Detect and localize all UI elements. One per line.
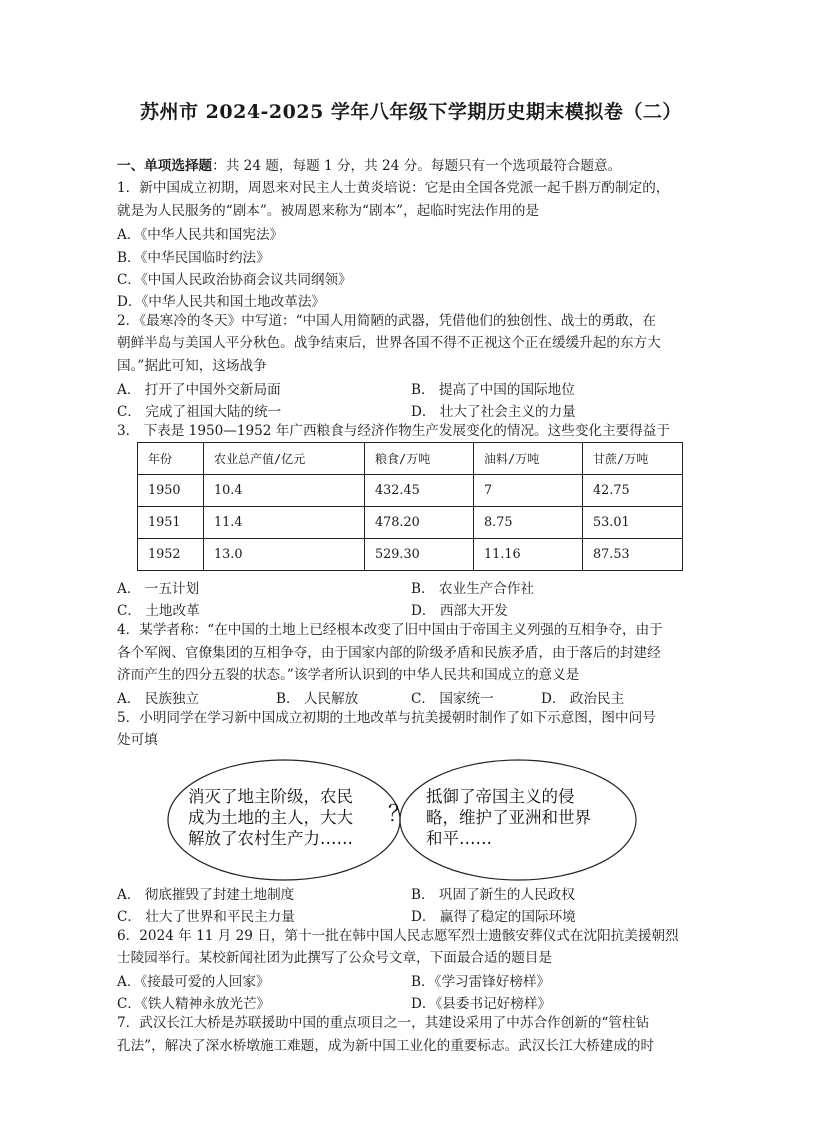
section-label: 一、单项选择题 xyxy=(117,158,213,174)
q1-option-a: A．《中华人民共和国宪法》 xyxy=(117,227,284,243)
table-header-cell: 农业总产值/亿元 xyxy=(204,443,365,475)
table-cell: 11.16 xyxy=(474,539,583,571)
q2-line-1: 2．《最寒冷的冬天》中写道：“中国人用简陋的武器，凭借他们的独创性、战士的勇敢，在 xyxy=(117,313,656,329)
q3-option-d: D． 西部大开发 xyxy=(411,603,508,619)
q7-line-1: 7．武汉长江大桥是苏联援助中国的重点项目之一，其建设采用了中苏合作创新的“管柱钻 xyxy=(117,1015,650,1031)
table-cell: 13.0 xyxy=(204,539,365,571)
table-cell: 10.4 xyxy=(204,475,365,507)
table-header-row xyxy=(138,443,683,475)
table-cell: 529.30 xyxy=(365,539,474,571)
q4-option-b: B． 人民解放 xyxy=(276,691,359,707)
q6-option-c: C．《铁人精神永放光芒》 xyxy=(117,996,271,1012)
table-cell: 1952 xyxy=(138,539,204,571)
q2-option-c: C． 完成了祖国大陆的统一 xyxy=(117,404,282,420)
page-title: 苏州市 2024-2025 学年八年级下学期历史期末模拟卷（二） xyxy=(140,101,682,123)
q1-option-b: B．《中华民国临时约法》 xyxy=(117,250,270,266)
q4-line-1: 4．某学者称：“在中国的土地上已经根本改变了旧中国由于帝国主义列强的互相争夺，由于 xyxy=(117,622,663,638)
table-header-cell: 粮食/万吨 xyxy=(365,443,474,475)
q6-option-a: A．《接最可爱的人回家》 xyxy=(117,974,270,990)
q1-line-2: 就是为人民服务的“剧本”。被周恩来称为“剧本”，起临时宪法作用的是 xyxy=(117,203,540,219)
q3-line: 3． 下表是 1950—1952 年广西粮食与经济作物生产发展变化的情况。这些变化主要得益于 xyxy=(117,423,670,439)
venn-right-text: 抵御了帝国主义的侵 略，维护了亚洲和世界 和平…… xyxy=(426,787,591,848)
table-cell: 1951 xyxy=(138,507,204,539)
q7-line-2: 孔法”，解决了深水桥墩施工难题，成为新中国工业化的重要标志。武汉长江大桥建成的时 xyxy=(117,1038,655,1054)
table-cell: 87.53 xyxy=(583,539,683,571)
q6-line-1: 6．2024 年 11 月 29 日，第十一批在韩中国人民志愿军烈士遗骸安葬仪式在沈阳抗美援朝烈 xyxy=(117,928,679,944)
q3-option-b: B． 农业生产合作社 xyxy=(411,581,535,597)
q6-option-b: B．《学习雷锋好榜样》 xyxy=(411,974,551,990)
q5-line-2: 处可填 xyxy=(117,732,158,748)
venn-diagram xyxy=(166,758,638,882)
q2-option-d: D． 壮大了社会主义的力量 xyxy=(411,404,576,420)
table-cell: 478.20 xyxy=(365,507,474,539)
q5-line-1: 5．小明同学在学习新中国成立初期的土地改革与抗美援朝时制作了如下示意图，图中问号 xyxy=(117,710,656,726)
q6-line-2: 士陵园举行。某校新闻社团为此撰写了公众号文章，下面最合适的题目是 xyxy=(117,950,552,966)
q5-option-d: D． 赢得了稳定的国际环境 xyxy=(411,909,576,925)
q3-option-a: A． 一五计划 xyxy=(117,581,200,597)
q3-option-c: C． 土地改革 xyxy=(117,603,200,619)
section-heading xyxy=(117,156,621,176)
table-cell: 53.01 xyxy=(583,507,683,539)
table-row xyxy=(138,507,683,539)
table-row xyxy=(138,475,683,507)
q4-line-2: 各个军阀、官僚集团的互相争夺，由于国家内部的阶级矛盾和民族矛盾，由于落后的封建经 xyxy=(117,645,661,661)
q6-option-d: D．《县委书记好榜样》 xyxy=(411,996,552,1012)
q2-line-2: 朝鲜半岛与美国人平分秋色。战争结束后，世界各国不得不正视这个正在缓缓升起的东方大 xyxy=(117,335,661,351)
q5-option-c: C． 壮大了世界和平民主力量 xyxy=(117,909,295,925)
q4-option-d: D． 政治民主 xyxy=(541,691,625,707)
q2-option-b: B． 提高了中国的国际地位 xyxy=(411,382,575,398)
production-table xyxy=(137,442,683,571)
table-row xyxy=(138,539,683,571)
table-cell: 7 xyxy=(474,475,583,507)
table-cell: 42.75 xyxy=(583,475,683,507)
table-header-cell: 甘蔗/万吨 xyxy=(583,443,683,475)
q2-option-a: A． 打开了中国外交新局面 xyxy=(117,382,281,398)
q2-line-3: 国。”据此可知，这场战争 xyxy=(117,358,267,374)
q4-line-3: 济而产生的四分五裂的状态。”该学者所认识到的中华人民共和国成立的意义是 xyxy=(117,667,580,683)
q4-option-a: A． 民族独立 xyxy=(117,691,200,707)
table-cell: 432.45 xyxy=(365,475,474,507)
venn-left-text: 消灭了地主阶级，农民 成为土地的主人，大大 解放了农村生产力…… xyxy=(188,787,353,848)
q4-option-c: C． 国家统一 xyxy=(411,691,494,707)
q5-option-b: B． 巩固了新生的人民政权 xyxy=(411,887,575,903)
table-cell: 11.4 xyxy=(204,507,365,539)
venn-question-mark: ？ xyxy=(388,802,411,827)
table-cell: 8.75 xyxy=(474,507,583,539)
q1-option-c: C．《中国人民政治协商会议共同纲领》 xyxy=(117,272,352,288)
table-header-cell: 油料/万吨 xyxy=(474,443,583,475)
q1-line-1: 1．新中国成立初期，周恩来对民主人士黄炎培说：它是由全国各党派一起千斟万酌制定的， xyxy=(117,180,670,196)
q5-option-a: A． 彻底摧毁了封建土地制度 xyxy=(117,887,295,903)
table-cell: 1950 xyxy=(138,475,204,507)
q1-option-d: D．《中华人民共和国土地改革法》 xyxy=(117,294,326,310)
section-desc: ：共 24 题，每题 1 分，共 24 分。每题只有一个选项最符合题意。 xyxy=(212,158,622,174)
table-header-cell: 年份 xyxy=(138,443,204,475)
